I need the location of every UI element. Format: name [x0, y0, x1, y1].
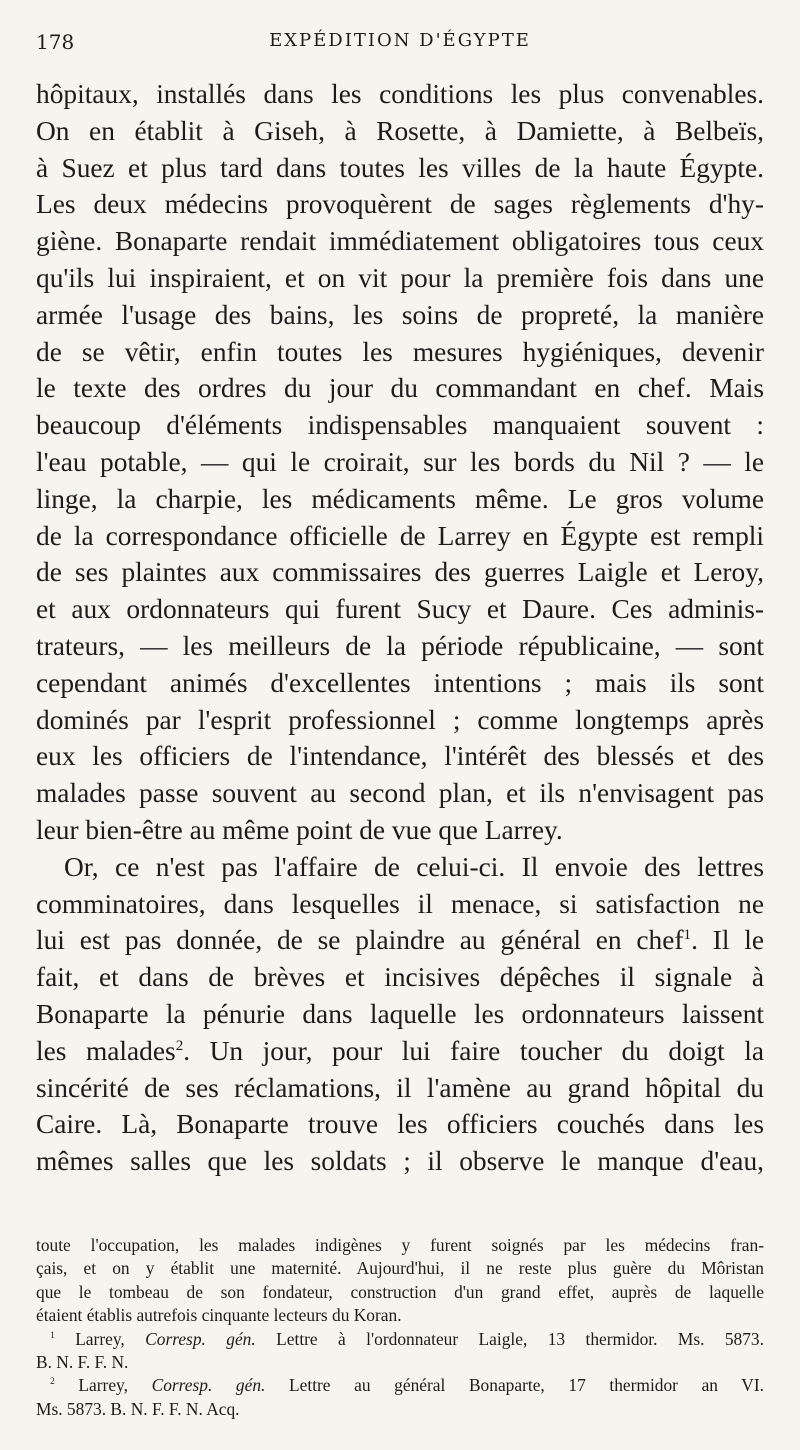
text-line: le texte des ordres du jour du commandant en chef. Mais — [36, 373, 764, 404]
footnote-ref-1: 1 — [683, 927, 692, 944]
footnote-continuation-line: çais, et on y établit une maternité. Aujourd'hui, il ne reste plus guère du Môristan — [36, 1258, 764, 1279]
text-line: leur bien-être au même point de vue que Larrey. — [36, 814, 563, 845]
text-line: hôpitaux, installés dans les conditions les plus convenables. — [36, 79, 764, 109]
text-fragment: . Il le — [691, 925, 764, 956]
footnote-continuation-line: toute l'occupation, les malades indigènes y furent soignés par les médecins fran- — [36, 1235, 764, 1255]
text-line: fait, et dans de brèves et incisives dépêches il signale à — [36, 962, 764, 993]
footnote-ref-2: 2 — [175, 1037, 184, 1054]
text-line: mêmes salles que les soldats ; il observe le manque d'eau, — [36, 1146, 764, 1177]
text-line: à Suez et plus tard dans toutes les villes de la haute Égypte. — [36, 152, 764, 183]
text-line: beaucoup d'éléments indispensables manquaient souvent : — [36, 410, 764, 441]
page-number: 178 — [36, 30, 75, 54]
text-line: giène. Bonaparte rendait immédiatement obligatoires tous ceux — [36, 226, 764, 257]
footnote-continuation-line: que le tombeau de son fondateur, construction d'un grand effet, auprès de laquelle — [36, 1281, 764, 1302]
footnotes — [36, 1234, 764, 1421]
text-line: et aux ordonnateurs qui furent Sucy et Daure. Ces adminis- — [36, 594, 764, 625]
footnote-2-continuation: Ms. 5873. B. N. F. F. N. Acq. — [36, 1398, 240, 1419]
text-fragment: . Un jour, pour lui faire toucher du doigt la — [183, 1035, 764, 1066]
page-header — [36, 30, 764, 60]
text-line: malades passe souvent au second plan, et ils n'envisagent pas — [36, 778, 764, 809]
text-line: de la correspondance officielle de Larrey en Égypte est rempli — [36, 520, 764, 551]
text-line: comminatoires, dans lesquelles il menace, si satisfaction ne — [36, 888, 764, 919]
footnote-marker: 1 — [50, 1329, 55, 1341]
footnote-continuation-line: étaient établis autrefois cinquante lecteurs du Koran. — [36, 1305, 402, 1326]
footnote-source: Corresp. gén. — [151, 1375, 266, 1396]
footnote-source: Corresp. gén. — [145, 1328, 256, 1349]
text-line: l'eau potable, — qui le croirait, sur les bords du Nil ? — le — [36, 446, 764, 477]
footnote-author: Larrey, — [78, 1375, 128, 1396]
paragraph-start-line: Or, ce n'est pas l'affaire de celui-ci. Il envoie des lettres — [64, 851, 764, 882]
text-line: Les deux médecins provoquèrent de sages règlements d'hy- — [36, 189, 764, 220]
text-line: trateurs, — les meilleurs de la période républicaine, — sont — [36, 630, 764, 661]
text-line — [36, 1033, 764, 1070]
text-line: de ses plaintes aux commissaires des guerres Laigle et Leroy, — [36, 557, 764, 588]
text-line: cependant animés d'excellentes intentions ; mais ils sont — [36, 667, 764, 698]
footnote-text: Lettre à l'ordonnateur Laigle, 13 thermidor. Ms. 5873. — [276, 1328, 764, 1349]
text-line — [36, 922, 764, 959]
footnote-1-continuation: B. N. F. F. N. — [36, 1351, 129, 1372]
footnote-1 — [36, 1328, 764, 1351]
text-fragment: lui est pas donnée, de se plaindre au général en chef — [36, 925, 684, 956]
body-text — [36, 76, 764, 1180]
text-line: qu'ils lui inspiraient, et on vit pour la première fois dans une — [36, 262, 764, 293]
footnote-text: Lettre au général Bonaparte, 17 thermidor an VI. — [289, 1375, 764, 1396]
text-line: On en établit à Giseh, à Rosette, à Damiette, à Belbeïs, — [36, 115, 764, 146]
text-line: de se vêtir, enfin toutes les mesures hygiéniques, devenir — [36, 336, 764, 367]
text-line: eux les officiers de l'intendance, l'intérêt des blessés et des — [36, 741, 764, 772]
footnote-2 — [36, 1374, 764, 1397]
footnote-author: Larrey, — [75, 1328, 125, 1349]
running-title: EXPÉDITION D'ÉGYPTE — [269, 30, 531, 51]
text-fragment: les malades — [36, 1035, 176, 1066]
text-line: linge, la charpie, les médicaments même. Le gros volume — [36, 483, 764, 514]
text-line: Bonaparte la pénurie dans laquelle les ordonnateurs laissent — [36, 998, 764, 1029]
text-line: Caire. Là, Bonaparte trouve les officiers couchés dans les — [36, 1109, 764, 1140]
text-line: armée l'usage des bains, les soins de propreté, la manière — [36, 299, 764, 330]
footnote-marker: 2 — [50, 1376, 55, 1388]
text-line: sincérité de ses réclamations, il l'amène au grand hôpital du — [36, 1072, 764, 1103]
text-line: dominés par l'esprit professionnel ; comme longtemps après — [36, 704, 764, 735]
